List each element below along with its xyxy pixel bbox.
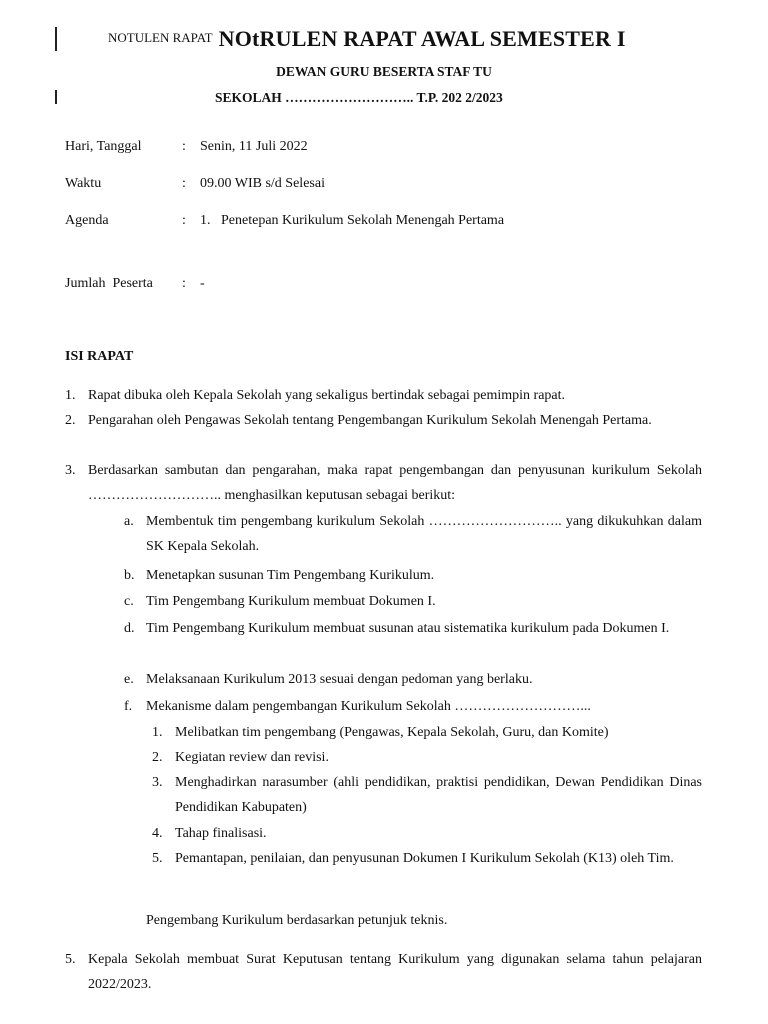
title-big: NOtRULEN RAPAT AWAL SEMESTER I [218, 26, 626, 51]
sub-item-letter: e. [124, 672, 134, 687]
mechanism-number: 3. [152, 775, 163, 790]
item-number: 1. [65, 388, 76, 403]
item-text: Kepala Sekolah membuat Surat Keputusan tentang Kurikulum yang digunakan selama tahun pelajaran 2022/2023. [88, 952, 702, 992]
mechanism-text: Kegiatan review dan revisi. [175, 750, 329, 765]
sub-item-letter: a. [124, 514, 134, 529]
item-number: 3. [65, 463, 76, 478]
info-value: 09.00 WIB s/d Selesai [200, 176, 325, 191]
mechanism-text: Pemantapan, penilaian, dan penyusunan Dokumen I Kurikulum Sekolah (K13) oleh Tim. [175, 851, 674, 866]
sub-item-letter: d. [124, 621, 135, 636]
mechanism-note: Pengembang Kurikulum berdasarkan petunjuk teknis. [146, 913, 448, 928]
info-colon: : [182, 139, 186, 154]
document-title [108, 26, 768, 56]
info-colon: : [182, 176, 186, 191]
sub-item-letter: c. [124, 594, 134, 609]
sub-item-text: Melaksanaan Kurikulum 2013 sesuai dengan pedoman yang berlaku. [146, 672, 533, 687]
sub-item-letter: b. [124, 568, 135, 583]
mechanism-number: 2. [152, 750, 163, 765]
text-cursor-mark [55, 27, 57, 51]
sub-item-text: Menetapkan susunan Tim Pengembang Kurikulum. [146, 568, 435, 583]
item-number: 5. [65, 952, 76, 967]
text-cursor-mark [55, 90, 57, 104]
info-colon: : [182, 276, 186, 291]
item-text: Rapat dibuka oleh Kepala Sekolah yang sekaligus bertindak sebagai pemimpin rapat. [88, 388, 566, 403]
info-label: Agenda [65, 213, 109, 228]
item-text: Berdasarkan sambutan dan pengarahan, maka rapat pengembangan dan penyusunan kurikulum Sekolah ……………………….. menghasilkan keputusan sebagai berikut: [88, 463, 702, 503]
info-value: Senin, 11 Juli 2022 [200, 139, 308, 154]
mechanism-text: Menghadirkan narasumber (ahli pendidikan, praktisi pendidikan, Dewan Pendidikan Dinas Pendidikan Kabupaten) [175, 775, 702, 815]
section-heading: ISI RAPAT [65, 349, 134, 364]
info-label: Hari, Tanggal [65, 139, 142, 154]
mechanism-text: Tahap finalisasi. [175, 826, 267, 841]
school-line: SEKOLAH ……………………….. T.P. 202 2/2023 [215, 90, 503, 105]
mechanism-number: 1. [152, 725, 163, 740]
info-label: Jumlah Peserta [65, 276, 153, 291]
item-number: 2. [65, 413, 76, 428]
mechanism-number: 5. [152, 851, 163, 866]
title-small: NOTULEN RAPAT [108, 30, 213, 45]
subtitle: DEWAN GURU BESERTA STAF TU [276, 64, 492, 79]
sub-item-text: Tim Pengembang Kurikulum membuat Dokumen I. [146, 594, 436, 609]
info-value: - [200, 276, 205, 291]
info-value: 1. Penetepan Kurikulum Sekolah Menengah Pertama [200, 213, 505, 228]
mechanism-number: 4. [152, 826, 163, 841]
sub-item-text: Mekanisme dalam pengembangan Kurikulum Sekolah ………………………... [146, 699, 591, 714]
info-colon: : [182, 213, 186, 228]
item-text: Pengarahan oleh Pengawas Sekolah tentang Pengembangan Kurikulum Sekolah Menengah Pertama. [88, 413, 652, 428]
sub-item-letter: f. [124, 699, 133, 714]
sub-item-text: Membentuk tim pengembang kurikulum Sekolah ……………………….. yang dikukuhkan dalam SK Kepala Sekolah. [146, 514, 702, 554]
mechanism-text: Melibatkan tim pengembang (Pengawas, Kepala Sekolah, Guru, dan Komite) [175, 725, 609, 740]
sub-item-text: Tim Pengembang Kurikulum membuat susunan atau sistematika kurikulum pada Dokumen I. [146, 621, 670, 636]
info-label: Waktu [65, 176, 102, 191]
